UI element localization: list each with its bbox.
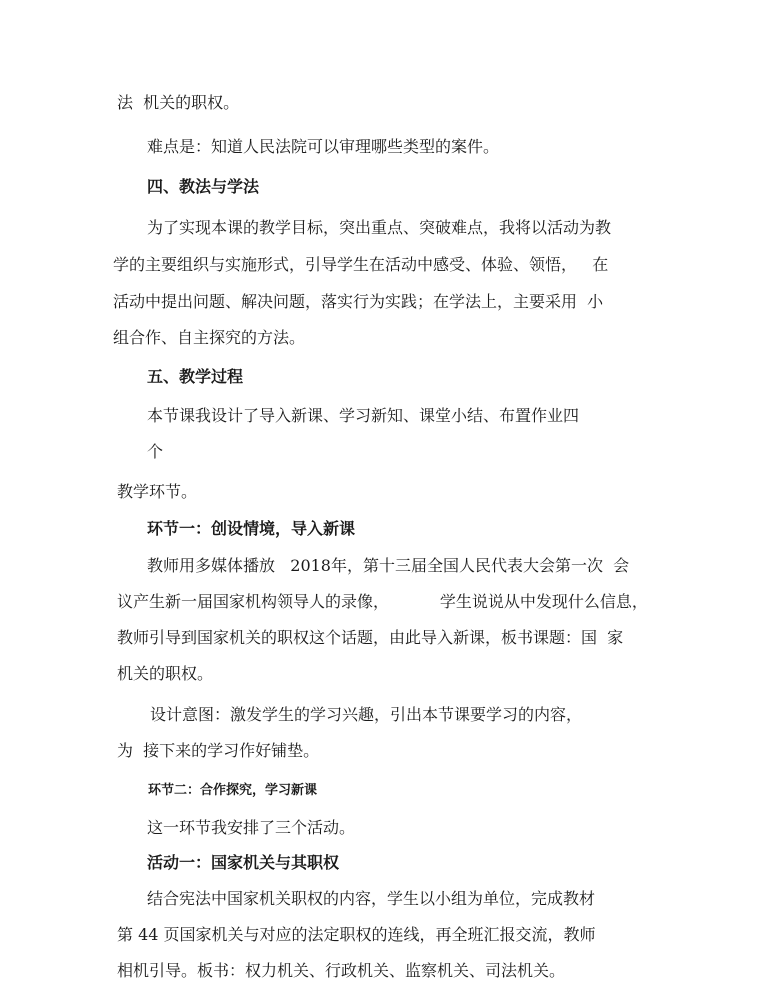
section-heading: 五、教学过程 — [147, 367, 244, 386]
text-line: 个 — [147, 442, 164, 461]
text-line: 法 机关的职权。 — [117, 93, 240, 112]
text-line: 活动中提出问题、解决问题，落实行为实践；在学法上，主要采用 小 — [113, 292, 604, 311]
section-heading: 活动一：国家机关与其职权 — [147, 853, 340, 872]
section-heading: 环节一：创设情境，导入新课 — [147, 519, 356, 538]
text-line: 为了实现本课的教学目标，突出重点、突破难点，我将以活动为教 — [147, 218, 612, 237]
text-line: 议产生新一届国家机构领导人的录像， 学生说说从中发现什么信息， — [117, 592, 648, 611]
text-line: 教学环节。 — [117, 482, 198, 501]
text-line: 设计意图：激发学生的学习兴趣，引出本节课要学习的内容， — [150, 705, 583, 724]
text-line: 本节课我设计了导入新课、学习新知、课堂小结、布置作业四 — [147, 406, 580, 425]
text-line: 教师用多媒体播放 2018年，第十三届全国人民代表大会第一次 会 — [147, 556, 630, 575]
text-line: 相机引导。板书：权力机关、行政机关、监察机关、司法机关。 — [117, 961, 566, 980]
section-heading: 环节二：合作探究，学习新课 — [148, 783, 318, 798]
text-line: 结合宪法中国家机关职权的内容，学生以小组为单位，完成教材 — [147, 889, 596, 908]
text-line: 难点是：知道人民法院可以审理哪些类型的案件。 — [147, 137, 500, 156]
text-line: 第 44 页国家机关与对应的法定职权的连线，再全班汇报交流，教师 — [117, 925, 596, 944]
text-line: 为 接下来的学习作好铺垫。 — [117, 741, 320, 760]
section-heading: 四、教法与学法 — [147, 177, 260, 196]
text-line: 教师引导到国家机关的职权这个话题，由此导入新课，板书课题：国 家 — [117, 628, 624, 647]
text-line: 学的主要组织与实施形式，引导学生在活动中感受、体验、领悟， 在 — [113, 255, 609, 274]
text-line: 组合作、自主探究的方法。 — [113, 328, 306, 347]
text-line: 机关的职权。 — [117, 664, 214, 683]
text-line: 这一环节我安排了三个活动。 — [147, 818, 356, 837]
